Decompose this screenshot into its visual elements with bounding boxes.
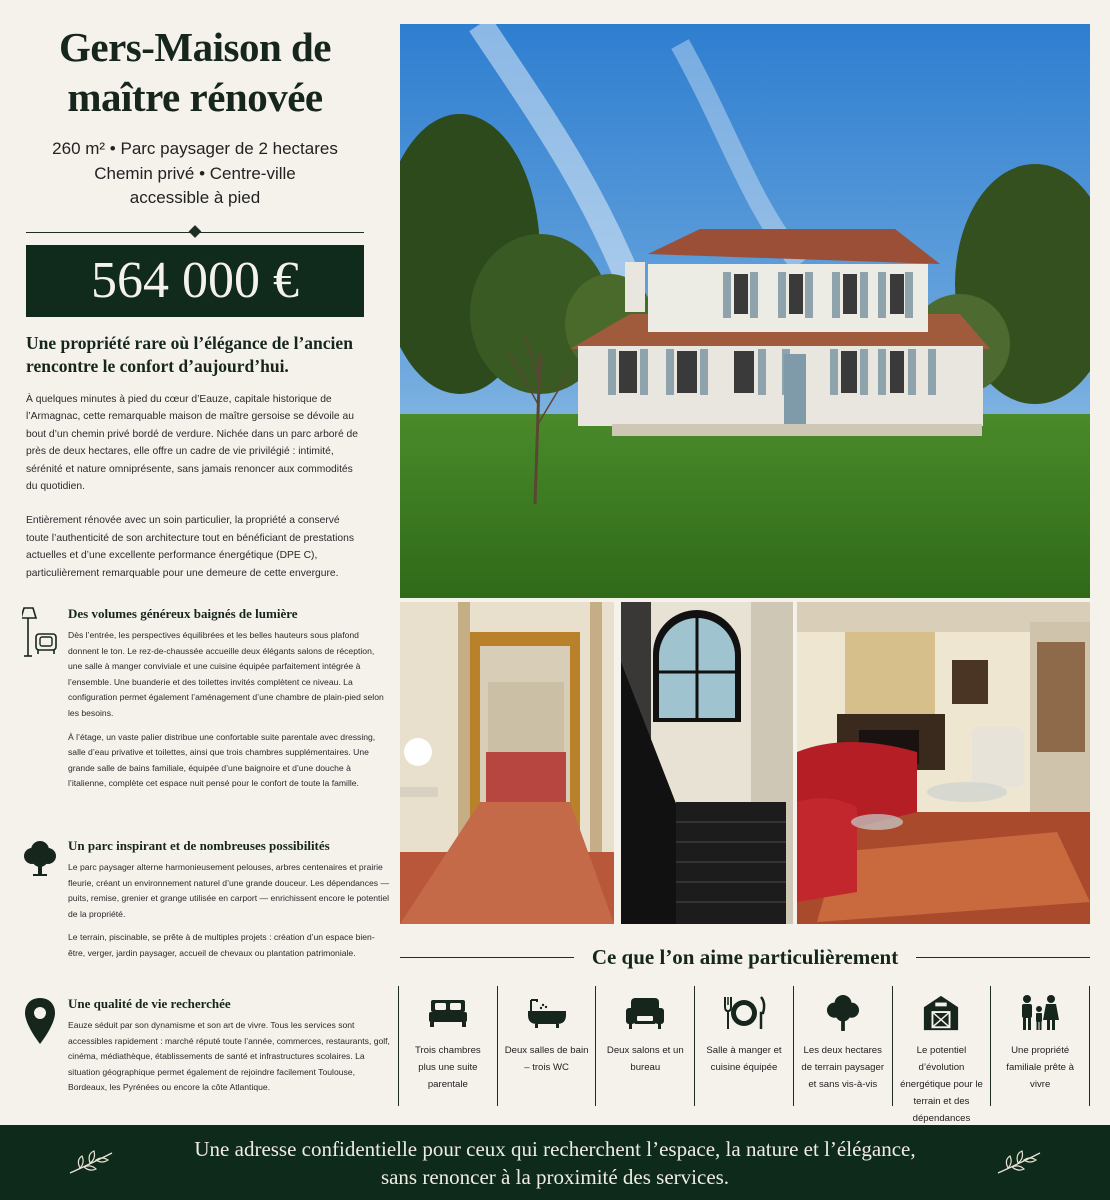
- lamp-armchair-icon: [22, 606, 58, 658]
- feature-text: Le terrain, piscinable, se prête à de multiples projets : création d’un espace bien-être, verger, jardin paysager, accueil de chevaux ou plantation patrimoniale.: [68, 932, 375, 958]
- title-rule-left: [400, 957, 574, 958]
- love-grid: [398, 986, 1090, 1124]
- love-item-land: [793, 986, 892, 1106]
- bathtub-icon: [498, 990, 596, 1036]
- love-item-text: Trois chambres plus une suite parentale: [414, 1045, 481, 1090]
- feature-title: Une qualité de vie recherchée: [68, 996, 231, 1011]
- feature-title: Un parc inspirant et de nombreuses possibilités: [68, 838, 330, 853]
- feature-text: Dès l’entrée, les perspectives équilibrées et les belles hauteurs sous plafond donnent le ton. Le rez-de-chaussée accueille deux élégants salons de réception, une salle à manger conviviale et une cuisine équipée parfaitement intégrée à l’ensemble. Une buanderie et des toilettes invités complètent ce niveau. La configuration permet également l’aménagement d’une chambre de plain-pied selon les besoins.: [68, 630, 384, 718]
- tree-icon: [22, 838, 58, 890]
- tree-icon: [794, 990, 892, 1036]
- living-room-photo: [797, 602, 1090, 924]
- lead-heading: [26, 332, 364, 378]
- footer-line-2: sans renoncer à la proximité des services.: [380, 1165, 730, 1189]
- love-item-text: Deux salles de bain – trois WC: [504, 1045, 589, 1073]
- hallway-photo: [400, 602, 614, 924]
- leaf-branch-icon: [66, 1145, 116, 1179]
- feature-text: Eauze séduit par son dynamisme et son art de vivre. Tous les services sont accessibles rapidement : marché réputé toute l’année, commerces, restaurants, golf, cinéma, médiathèque, établissements de santé et infrastructures scolaires. La situation géographique permet également de rejoindre facilement Toulouse, Bordeaux, les Pyrénées ou encore la côte Atlantique.: [68, 1020, 390, 1093]
- subtitle: [26, 137, 364, 211]
- love-item-text: Salle à manger et cuisine équipée: [706, 1045, 782, 1073]
- love-item-text: Deux salons et un bureau: [606, 1045, 684, 1073]
- staircase-photo: [621, 602, 793, 924]
- armchair-icon: [596, 990, 694, 1036]
- love-item-salons: [595, 986, 694, 1106]
- subtitle-line-2: Chemin privé • Centre-ville: [94, 163, 296, 183]
- feature-text: Le parc paysager alterne harmonieusement pelouses, arbres centenaires et prairie fleurie, créant un environnement naturel d’une grande douceur. Les dépendances — puits, remise, grenier et grange utilisée en carport — enrichissent encore le potentiel de la propriété.: [68, 862, 390, 919]
- love-section-title: [400, 941, 1090, 973]
- footer-line-1: Une adresse confidentielle pour ceux qui recherchent l’espace, la nature et l’élégance,: [194, 1137, 916, 1161]
- subtitle-line-1: 260 m² • Parc paysager de 2 hectares: [52, 139, 338, 158]
- divider: [26, 225, 364, 239]
- intro-paragraph-1: À quelques minutes à pied du cœur d’Eauze, capitale historique de l’Armagnac, cette remarquable maison de maître gersoise se dévoile au bout d’un chemin privé bordé de verdure. Nichée dans un parc arboré de près de deux hectares, elle offre un cadre de vie privilégié : intimité, sérénité et nature omniprésente, sans jamais renoncer aux commodités du quotidien.: [26, 393, 358, 493]
- love-item-bedrooms: [398, 986, 497, 1106]
- love-item-family: [990, 986, 1090, 1106]
- feature-text: À l’étage, un vaste palier distribue une confortable suite parentale avec dressing, salle d’eau privative et toilettes, ainsi que trois chambres supplémentaires. Une grande salle de bains familiale, équipée d’une baignoire et d’une douche à l’italienne, complète cet espace nuit pensé pour le confort de toute la famille.: [68, 731, 376, 789]
- footer-banner: [0, 1125, 1110, 1200]
- love-item-potential: [892, 986, 991, 1124]
- title-line-2: maître rénovée: [67, 74, 323, 120]
- price-badge: 564 000 €: [26, 245, 364, 317]
- love-item-bathrooms: [497, 986, 596, 1106]
- page-title: [26, 22, 364, 122]
- footer-tagline: [150, 1135, 960, 1191]
- location-pin-icon: [22, 996, 58, 1048]
- barn-icon: [893, 990, 991, 1036]
- main-house-photo: [400, 24, 1090, 598]
- feature-volumes: [22, 606, 390, 792]
- family-icon: [991, 990, 1089, 1036]
- diamond-ornament: [189, 225, 202, 238]
- love-item-dining: [694, 986, 793, 1106]
- feature-parc: [22, 838, 390, 962]
- feature-qualite: [22, 996, 390, 1096]
- lead-line-2: rencontre le confort d’aujourd’hui.: [26, 355, 289, 376]
- leaf-branch-icon: [994, 1145, 1044, 1179]
- title-rule-right: [916, 957, 1090, 958]
- love-title-text: Ce que l’on aime particulièrement: [591, 944, 899, 969]
- intro-paragraph-2: Entièrement rénovée avec un soin particulier, la propriété a conservé toute l’authenticité de son architecture tout en bénéficiant de prestations actuelles et d’une excellente performance énergétique (DPE C), particulièrement remarquable pour une demeure de cette envergure.: [26, 515, 354, 579]
- bed-icon: [399, 990, 497, 1036]
- feature-title: Des volumes généreux baignés de lumière: [68, 606, 298, 621]
- love-item-text: Les deux hectares de terrain paysager et sans vis-à-vis: [801, 1045, 885, 1090]
- love-item-text: Le potentiel d’évolution énergétique pour le terrain et des dépendances: [900, 1045, 983, 1124]
- lead-line-1: Une propriété rare où l’élégance de l’ancien: [26, 332, 353, 353]
- plate-cutlery-icon: [695, 990, 793, 1036]
- subtitle-line-3: accessible à pied: [129, 188, 261, 207]
- left-column: [26, 22, 364, 582]
- love-item-text: Une propriété familiale prête à vivre: [1006, 1045, 1075, 1090]
- title-line-1: Gers-Maison de: [59, 24, 331, 70]
